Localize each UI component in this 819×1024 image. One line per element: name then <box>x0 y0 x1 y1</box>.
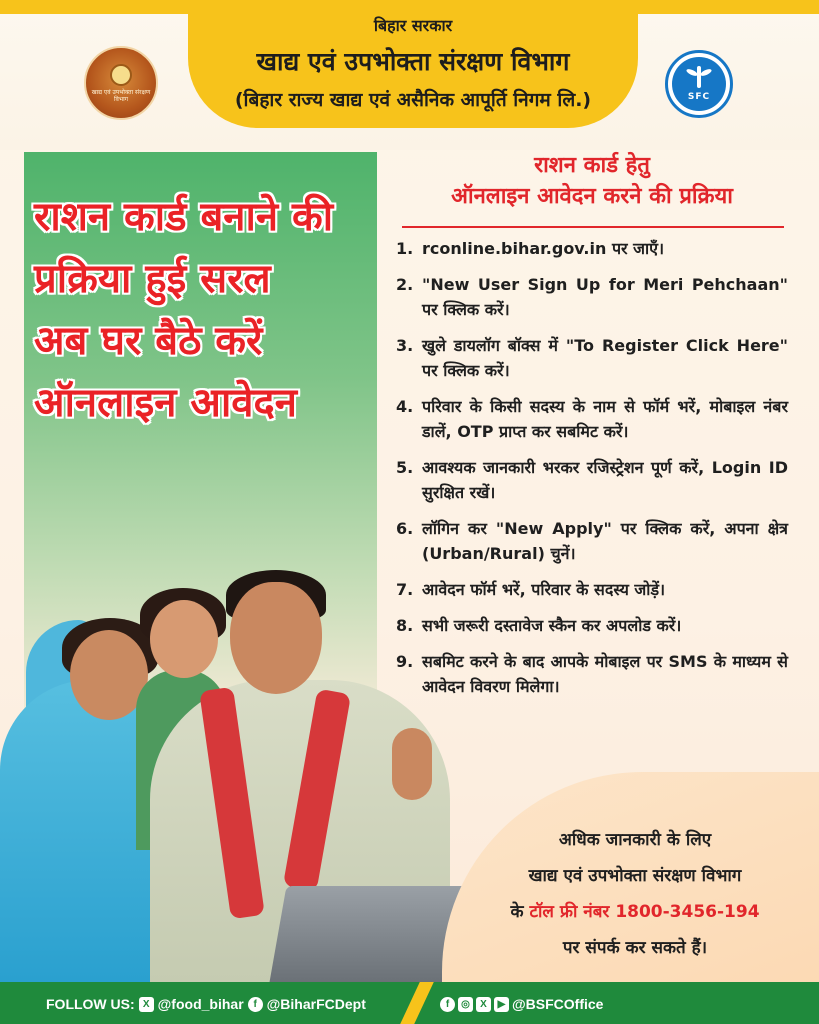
facebook-icon[interactable]: f <box>440 997 455 1012</box>
step-number: 2. <box>396 275 414 294</box>
instagram-icon[interactable]: ◎ <box>458 997 473 1012</box>
x-handle-link[interactable]: @food_bihar <box>157 996 244 1012</box>
step-text: लॉगिन कर "New Apply" पर क्लिक करें, अपना क्षेत्र (Urban/Rural) चुनें। <box>422 519 788 563</box>
step-number: 7. <box>396 580 414 599</box>
step-item <box>396 613 788 638</box>
headline-line-1: राशन कार्ड बनाने की <box>34 194 334 240</box>
step-text: सबमिट करने के बाद आपके मोबाइल पर SMS के माध्यम से आवेदन विवरण मिलेगा। <box>422 652 788 696</box>
header-title-block <box>188 0 638 128</box>
contact-line-4: पर संपर्क कर सकते हैं। <box>562 938 708 958</box>
toll-free-number[interactable]: 1800-3456-194 <box>615 902 760 922</box>
step-item <box>396 649 788 699</box>
step-number: 5. <box>396 458 414 477</box>
govt-name: बिहार सरकार <box>373 16 453 35</box>
facebook-icon[interactable]: f <box>248 997 263 1012</box>
sfc-logo-text: SFC <box>687 92 711 102</box>
contact-info <box>470 822 800 966</box>
step-text: खुले डायलॉग बॉक्स में "To Register Click Here" पर क्लिक करें। <box>422 336 788 380</box>
contact-line-1: अधिक जानकारी के लिए <box>558 830 712 850</box>
step-text: rconline.bihar.gov.in पर जाएँ। <box>422 239 665 258</box>
toll-free-label: टॉल फ्री नंबर <box>529 902 610 922</box>
department-logo-text: खाद्य एवं उपभोक्ता संरक्षण विभाग <box>91 88 151 103</box>
process-title-line-2: ऑनलाइन आवेदन करने की प्रक्रिया <box>451 184 733 209</box>
step-number: 8. <box>396 616 414 635</box>
department-logo <box>84 46 158 120</box>
step-number: 9. <box>396 652 414 671</box>
step-number: 4. <box>396 397 414 416</box>
process-title-line-1: राशन कार्ड हेतु <box>534 153 650 178</box>
process-steps <box>396 236 788 710</box>
step-text: आवेदन फॉर्म भरें, परिवार के सदस्य जोड़ें। <box>422 580 666 599</box>
footer-social-right <box>440 994 603 1014</box>
process-title <box>392 150 792 212</box>
step-text: परिवार के किसी सदस्य के नाम से फॉर्म भरें, मोबाइल नंबर डालें, OTP प्राप्त कर सबमिट करें। <box>422 397 788 441</box>
x-icon[interactable]: X <box>139 997 154 1012</box>
step-item <box>396 333 788 383</box>
step-text: आवश्यक जानकारी भरकर रजिस्ट्रेशन पूर्ण करें, Login ID सुरक्षित रखें। <box>422 458 788 502</box>
headline <box>34 186 379 434</box>
step-number: 1. <box>396 239 414 258</box>
man-face <box>230 582 322 694</box>
step-text: सभी जरूरी दस्तावेज स्कैन कर अपलोड करें। <box>422 616 682 635</box>
step-item <box>396 577 788 602</box>
headline-line-3: अब घर बैठे करें <box>34 318 263 364</box>
step-number: 3. <box>396 336 414 355</box>
process-title-underline <box>402 226 784 228</box>
corporation-name: (बिहार राज्य खाद्य एवं असैनिक आपूर्ति निगम लि.) <box>234 89 592 111</box>
contact-line-3 <box>470 894 800 930</box>
step-text: "New User Sign Up for Meri Pehchaan" पर क्लिक करें। <box>422 275 788 319</box>
sfc-logo <box>665 50 733 118</box>
thumbs-up-icon <box>392 728 432 800</box>
girl-face <box>150 600 218 678</box>
youtube-icon[interactable]: ▶ <box>494 997 509 1012</box>
department-name: खाद्य एवं उपभोक्ता संरक्षण विभाग <box>256 47 570 76</box>
step-item <box>396 272 788 322</box>
contact-line-2: खाद्य एवं उपभोक्ता संरक्षण विभाग <box>528 866 742 886</box>
step-item <box>396 516 788 566</box>
step-number: 6. <box>396 519 414 538</box>
footer-social-left <box>46 994 366 1014</box>
contact-prefix: के <box>510 902 524 922</box>
emblem-icon <box>110 64 132 86</box>
step-item <box>396 394 788 444</box>
bsfc-handle-link[interactable]: @BSFCOffice <box>512 996 604 1012</box>
x-icon[interactable]: X <box>476 997 491 1012</box>
step-item <box>396 236 788 261</box>
step-item <box>396 455 788 505</box>
headline-line-4: ऑनलाइन आवेदन <box>34 380 297 426</box>
follow-label: FOLLOW US: <box>46 996 135 1012</box>
facebook-handle-link[interactable]: @BiharFCDept <box>266 996 366 1012</box>
headline-line-2: प्रक्रिया हुई सरल <box>34 256 271 302</box>
wheat-icon <box>697 66 701 88</box>
